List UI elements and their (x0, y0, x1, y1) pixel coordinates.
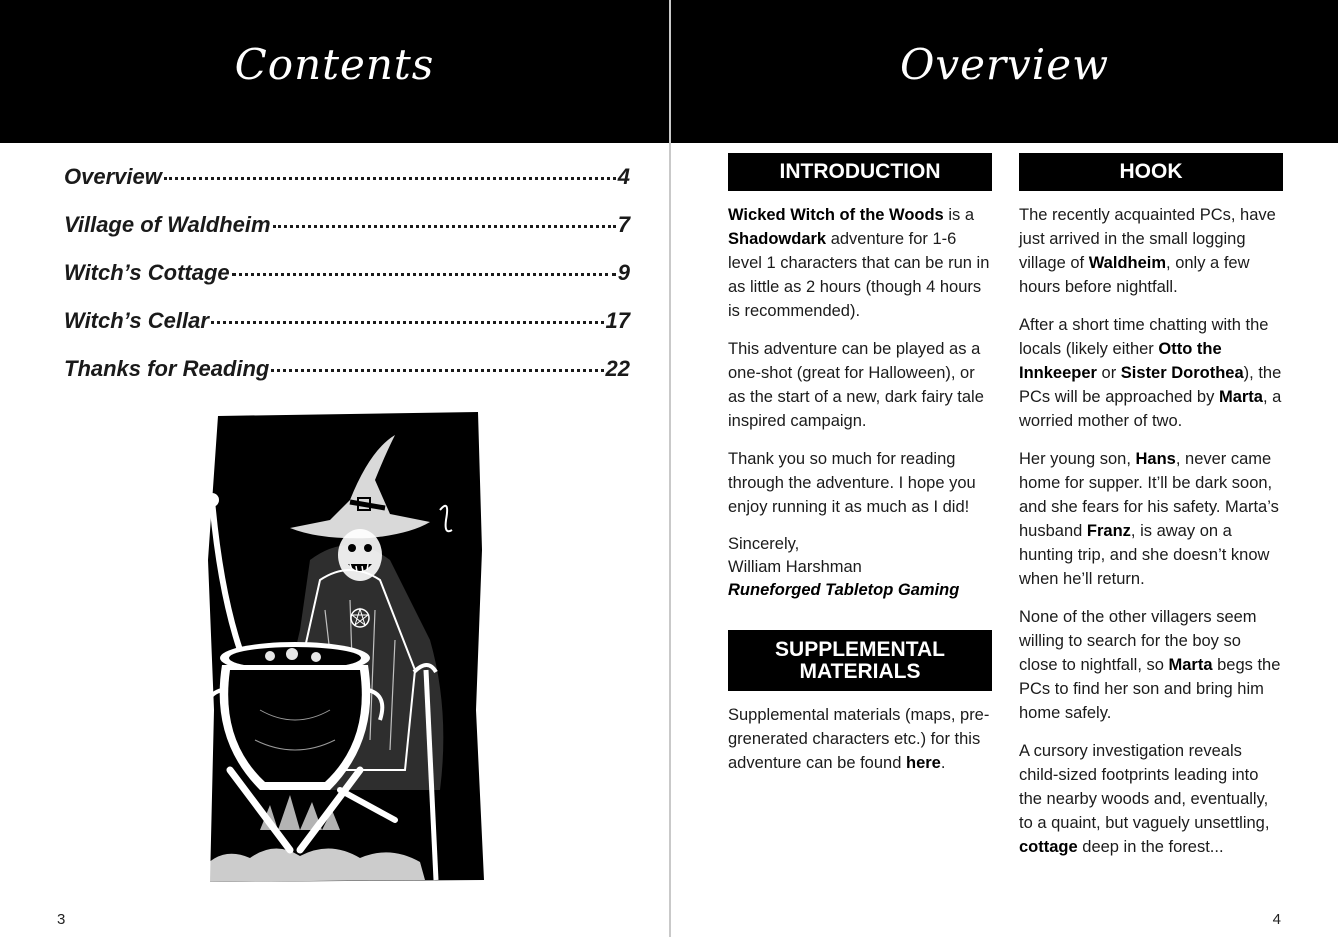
text-run: The recently acquainted PCs, have just arrived in the small logging village of (1019, 206, 1276, 272)
text-run: is a (943, 206, 974, 224)
supplemental-materials-link[interactable]: here (905, 754, 941, 773)
toc-leader-dots (164, 177, 616, 180)
toc-entry-page: 22 (605, 356, 630, 381)
toc-entry-page: 7 (617, 212, 630, 237)
left-column (728, 153, 992, 789)
text-run: None of the other villagers seem willing to search for the boy so close to nightfall, so (1019, 608, 1257, 674)
page-number: 4 (1272, 911, 1281, 928)
npc-name: Hans (1135, 450, 1176, 468)
toc-entry-title: Overview (64, 164, 162, 189)
npc-name: Marta (1168, 656, 1213, 674)
introduction-paragraph-3: Thank you so much for reading through the adventure. I hope you enjoy running it as much as I did! (728, 450, 976, 516)
toc-entry-thanks-for-reading[interactable] (64, 356, 630, 404)
witch-cauldron-illustration (200, 410, 500, 890)
toc-entry-title: Witch’s Cellar (64, 308, 209, 333)
text-run: After a short time chatting with the locals (likely either (1019, 316, 1269, 358)
introduction-paragraph-2: This adventure can be played as a one-shot (great for Halloween), or as the start of a new, dark fairy tale inspired campaign. (728, 340, 984, 430)
company-name: Runeforged Tabletop Gaming (728, 581, 960, 599)
village-name: Waldheim (1088, 254, 1167, 272)
table-of-contents (64, 164, 630, 404)
overview-banner (671, 0, 1338, 143)
toc-entry-title: Witch’s Cottage (64, 260, 230, 285)
toc-leader-dots (273, 225, 616, 228)
toc-entry-witchs-cottage[interactable] (64, 260, 630, 308)
hook-paragraph-1 (1019, 203, 1283, 299)
introduction-paragraph-1 (728, 203, 992, 323)
toc-entry-page: 17 (605, 308, 630, 333)
toc-entry-title: Thanks for Reading (64, 356, 270, 381)
introduction-heading: INTRODUCTION (728, 153, 992, 191)
toc-entry-overview[interactable] (64, 164, 630, 212)
hook-paragraph-5 (1019, 739, 1283, 859)
location-name: cottage (1019, 838, 1078, 856)
text-run: or (1096, 364, 1121, 382)
hook-paragraph-4 (1019, 605, 1283, 725)
overview-page (671, 0, 1338, 937)
game-system-name: Shadowdark (728, 230, 827, 248)
hook-paragraph-3 (1019, 447, 1283, 591)
supplemental-heading (728, 630, 992, 691)
signature-block (728, 533, 992, 602)
toc-leader-dots (232, 273, 616, 276)
supplemental-heading-line: SUPPLEMENTAL (775, 638, 945, 661)
adventure-title: Wicked Witch of the Woods (728, 206, 944, 224)
page-number: 3 (57, 911, 66, 928)
toc-leader-dots (211, 321, 604, 324)
supplemental-paragraph (728, 703, 992, 775)
supplemental-heading-line: MATERIALS (799, 660, 921, 684)
npc-name: Marta (1218, 388, 1263, 406)
toc-entry-witchs-cellar[interactable] (64, 308, 630, 356)
right-column (1019, 153, 1283, 873)
toc-entry-page: 4 (617, 164, 630, 189)
toc-entry-village-of-waldheim[interactable] (64, 212, 630, 260)
text-run: , is away on a hunting trip, and she doesn’t know when he’ll return. (1019, 522, 1270, 588)
text-run: A cursory investigation reveals child-sized footprints leading into the nearby woods and, eventually, to a quaint, but vaguely unsettling, (1019, 742, 1270, 832)
npc-name: Sister Dorothea (1120, 364, 1244, 382)
text-run: , never came home for supper. It’ll be dark soon, and she fears for his safety. Marta’s husband (1019, 450, 1279, 540)
toc-entry-page: 9 (617, 260, 630, 285)
text-run: Supplemental materials (maps, pre-grenerated characters etc.) for this adventure can be found (728, 706, 990, 773)
overview-title: Overview (899, 40, 1110, 89)
author-name: William Harshman (728, 558, 862, 576)
toc-leader-dots (271, 369, 603, 372)
npc-name: Franz (1086, 522, 1131, 540)
contents-title: Contents (234, 40, 435, 89)
hook-heading: HOOK (1019, 153, 1283, 191)
text-run: begs the PCs to find her son and bring him home safely. (1019, 656, 1281, 722)
contents-banner (0, 0, 669, 143)
sign-off: Sincerely, (728, 535, 800, 553)
text-run: adventure for 1-6 level 1 characters that can be run in as little as 2 hours (though 4 hours is recommended). (728, 230, 990, 320)
text-run: deep in the forest... (1077, 838, 1224, 856)
text-run: . (940, 754, 946, 773)
text-run: , only a few hours before nightfall. (1019, 254, 1250, 296)
npc-name: Otto the Innkeeper (1019, 340, 1222, 382)
toc-entry-title: Village of Waldheim (64, 212, 271, 237)
text-run: ), the PCs will be approached by (1019, 364, 1282, 406)
hook-paragraph-2 (1019, 313, 1283, 433)
text-run: Her young son, (1019, 450, 1136, 468)
text-run: , a worried mother of two. (1019, 388, 1282, 430)
